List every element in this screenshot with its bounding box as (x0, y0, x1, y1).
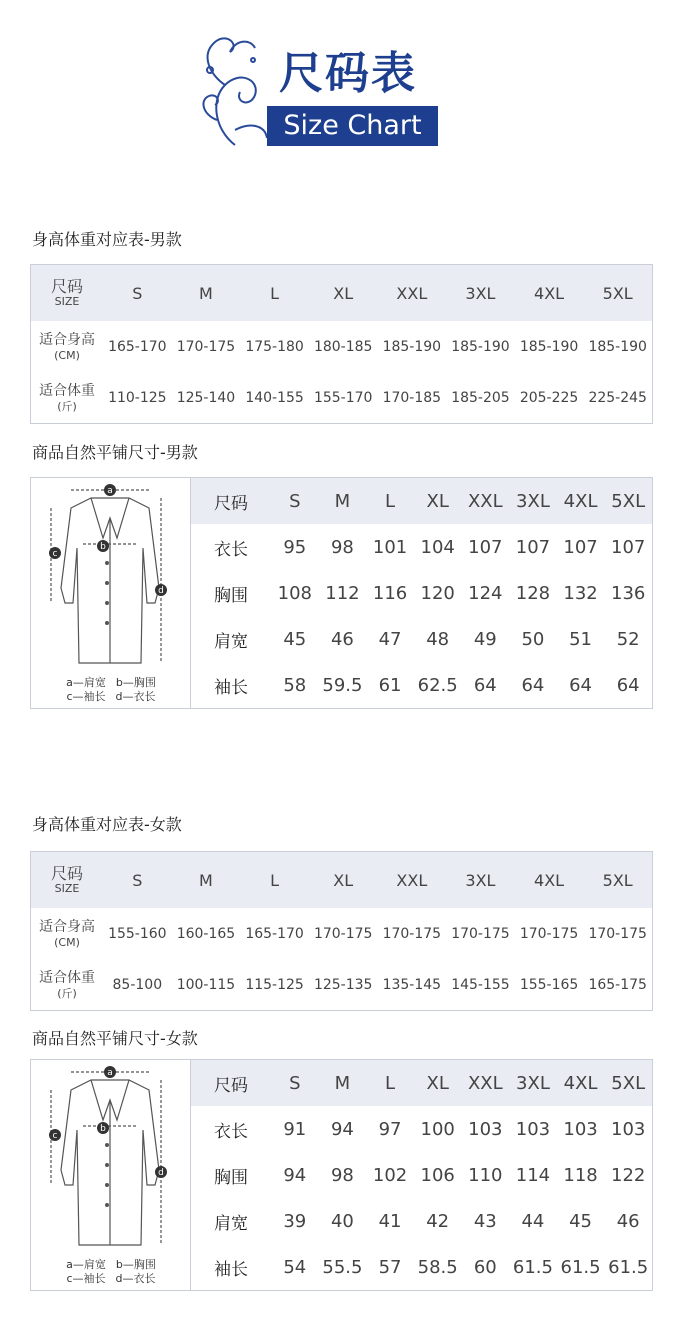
coat-diagram (31, 1060, 191, 1290)
size-header: 5XL (583, 265, 652, 321)
table-cell: 46 (616, 1210, 640, 1232)
table-cell: 107 (611, 536, 646, 558)
legend-a: a—肩宽 (66, 676, 106, 689)
legend-c: c—袖长 (66, 690, 106, 703)
size-header: M (319, 1060, 367, 1106)
table-cell: 97 (378, 1118, 402, 1140)
row-label-unit: (斤) (57, 399, 77, 413)
size-header: S (271, 1060, 319, 1106)
table-cell: 40 (330, 1210, 354, 1232)
legend-b: b—胸围 (115, 1258, 156, 1271)
table-cell: 48 (426, 628, 450, 650)
table-cell: 155-165 (519, 976, 579, 993)
size-header: XXL (378, 265, 447, 321)
size-header: S (103, 852, 172, 908)
size-header: M (319, 478, 367, 524)
row-label: 袖长 (214, 677, 248, 698)
coat-diagram (31, 478, 191, 708)
size-label-sub: SIZE (54, 882, 80, 895)
coat-outline-icon (31, 478, 189, 678)
table-cell: 185-190 (519, 338, 579, 355)
size-header: XL (414, 1060, 462, 1106)
table-row (191, 616, 652, 662)
diagram-legend (31, 1258, 191, 1286)
size-header: 4XL (557, 1060, 605, 1106)
size-header: 5XL (604, 478, 652, 524)
table-cell: 120 (420, 582, 455, 604)
table-cell: 60 (473, 1256, 497, 1278)
table-cell: 54 (283, 1256, 307, 1278)
men-measure-title: 商品自然平铺尺寸-男款 (32, 443, 198, 462)
marker-a: a (107, 486, 113, 496)
table-row (191, 1198, 652, 1244)
page-title: 尺码表 (279, 48, 417, 99)
size-header: 4XL (557, 478, 605, 524)
marker-b: b (100, 1124, 106, 1134)
men-measure-table (30, 477, 653, 709)
size-header: L (366, 478, 414, 524)
size-header: XL (309, 265, 378, 321)
table-cell: 45 (283, 628, 307, 650)
table-cell: 107 (515, 536, 551, 558)
table-cell: 46 (330, 628, 354, 650)
table-cell: 102 (372, 1164, 408, 1186)
size-header: M (172, 852, 241, 908)
table-cell: 64 (521, 674, 545, 696)
table-cell: 100-115 (176, 976, 236, 993)
page-subtitle: Size Chart (267, 106, 438, 146)
size-header: 5XL (583, 852, 652, 908)
size-label-cell (31, 852, 103, 908)
table-cell: 103 (468, 1118, 503, 1140)
marker-d: d (158, 586, 164, 596)
table-cell: 50 (521, 628, 545, 650)
size-chart-header (195, 30, 455, 150)
table-cell: 106 (420, 1164, 455, 1186)
table-cell: 170-175 (313, 925, 373, 942)
table-cell: 205-225 (519, 389, 579, 406)
size-header: XXL (462, 478, 510, 524)
size-label: 尺码 (191, 478, 271, 524)
legend-d: d—衣长 (115, 1272, 156, 1285)
size-header: XL (309, 852, 378, 908)
table-cell: 61.5 (608, 1256, 649, 1278)
table-cell: 57 (378, 1256, 402, 1278)
row-label-text: 适合身高 (39, 918, 95, 935)
table-cell: 170-175 (176, 338, 236, 355)
size-header: L (240, 265, 309, 321)
women-size-title: 身高体重对应表-女款 (32, 815, 182, 834)
table-cell: 108 (277, 582, 312, 604)
table-cell: 43 (473, 1210, 497, 1232)
table-cell: 103 (611, 1118, 646, 1140)
marker-b: b (100, 542, 106, 552)
size-header: 3XL (446, 852, 515, 908)
table-cell: 170-175 (519, 925, 579, 942)
table-cell: 112 (325, 582, 360, 604)
table-cell: 64 (569, 674, 593, 696)
table-cell: 61.5 (560, 1256, 601, 1278)
row-label: 袖长 (214, 1259, 248, 1280)
legend-a: a—肩宽 (66, 1258, 106, 1271)
table-row (191, 570, 652, 616)
size-header: 4XL (515, 265, 584, 321)
table-cell: 45 (569, 1210, 593, 1232)
table-cell: 118 (563, 1164, 598, 1186)
table-cell: 185-190 (451, 338, 510, 355)
table-cell: 155-170 (313, 389, 373, 406)
table-cell: 185-190 (588, 338, 647, 355)
row-label: 衣长 (214, 539, 248, 560)
diagram-legend (31, 676, 191, 704)
table-cell: 160-165 (176, 925, 236, 942)
table-cell: 136 (611, 582, 646, 604)
table-cell: 61.5 (512, 1256, 553, 1278)
table-cell: 39 (283, 1210, 307, 1232)
table-cell: 110 (468, 1164, 503, 1186)
row-label (31, 372, 103, 423)
table-cell: 94 (283, 1164, 307, 1186)
size-header: 3XL (509, 1060, 557, 1106)
table-cell: 104 (420, 536, 455, 558)
table-cell: 125-135 (313, 976, 373, 993)
table-row (31, 372, 652, 423)
size-header: 4XL (515, 852, 584, 908)
size-header: 3XL (446, 265, 515, 321)
table-row (191, 1244, 652, 1290)
table-cell: 42 (426, 1210, 450, 1232)
table-cell: 110-125 (108, 389, 167, 406)
size-header: L (366, 1060, 414, 1106)
table-cell: 58 (283, 674, 307, 696)
flourish-ornament-icon (195, 30, 275, 150)
row-label-text: 适合体重 (39, 382, 95, 399)
size-header: 5XL (604, 1060, 652, 1106)
table-cell: 165-175 (588, 976, 647, 993)
table-cell: 103 (515, 1118, 551, 1140)
table-cell: 170-175 (588, 925, 647, 942)
table-cell: 115-125 (245, 976, 304, 993)
marker-c: c (52, 1131, 58, 1141)
table-cell: 55.5 (322, 1256, 363, 1278)
row-label: 衣长 (214, 1121, 248, 1142)
table-cell: 170-175 (382, 925, 442, 942)
marker-c: c (52, 549, 58, 559)
legend-b: b—胸围 (115, 676, 156, 689)
table-cell: 103 (563, 1118, 598, 1140)
table-cell: 100 (420, 1118, 455, 1140)
men-size-title: 身高体重对应表-男款 (32, 230, 182, 249)
table-cell: 85-100 (112, 976, 163, 993)
table-header-row (191, 1060, 652, 1106)
row-label-unit: (CM) (54, 935, 80, 949)
table-row (191, 662, 652, 708)
table-cell: 165-170 (245, 925, 304, 942)
size-header: S (103, 265, 172, 321)
table-cell: 98 (330, 1164, 354, 1186)
table-cell: 170-175 (451, 925, 510, 942)
row-label (31, 959, 103, 1010)
table-row (191, 524, 652, 570)
women-measure-title: 商品自然平铺尺寸-女款 (32, 1029, 198, 1048)
table-cell: 101 (372, 536, 408, 558)
table-cell: 128 (515, 582, 551, 604)
table-cell: 51 (569, 628, 593, 650)
table-cell: 135-145 (382, 976, 442, 993)
table-cell: 49 (473, 628, 497, 650)
table-cell: 155-160 (108, 925, 167, 942)
table-cell: 61 (378, 674, 402, 696)
table-cell: 64 (616, 674, 640, 696)
row-label-unit: (斤) (57, 986, 77, 1000)
row-label (31, 321, 103, 372)
table-row (31, 321, 652, 372)
table-cell: 165-170 (108, 338, 167, 355)
table-cell: 47 (378, 628, 402, 650)
marker-d: d (158, 1168, 164, 1178)
row-label-unit: (CM) (54, 348, 80, 362)
table-cell: 59.5 (322, 674, 363, 696)
table-cell: 225-245 (588, 389, 647, 406)
women-size-table (30, 851, 653, 1011)
size-header: S (271, 478, 319, 524)
size-label: 尺码 (50, 277, 83, 296)
table-row (191, 1106, 652, 1152)
table-cell: 140-155 (245, 389, 304, 406)
size-label-sub: SIZE (54, 295, 80, 308)
table-cell: 107 (563, 536, 598, 558)
size-header: M (172, 265, 241, 321)
table-cell: 124 (468, 582, 503, 604)
table-cell: 180-185 (313, 338, 373, 355)
table-cell: 98 (330, 536, 354, 558)
table-cell: 41 (378, 1210, 402, 1232)
row-label-text: 适合体重 (39, 969, 95, 986)
row-label-text: 适合身高 (39, 331, 95, 348)
table-cell: 170-185 (382, 389, 442, 406)
table-cell: 64 (473, 674, 497, 696)
table-cell: 91 (283, 1118, 307, 1140)
table-header-row (31, 852, 652, 908)
size-label-cell (31, 265, 103, 321)
size-header: XXL (378, 852, 447, 908)
table-cell: 175-180 (245, 338, 304, 355)
table-row (31, 959, 652, 1010)
size-header: XL (414, 478, 462, 524)
table-cell: 114 (515, 1164, 551, 1186)
table-row (191, 1152, 652, 1198)
row-label: 肩宽 (214, 1213, 248, 1234)
table-cell: 58.5 (417, 1256, 458, 1278)
table-cell: 185-190 (382, 338, 442, 355)
women-measure-table (30, 1059, 653, 1291)
table-cell: 116 (372, 582, 408, 604)
row-label (31, 908, 103, 959)
legend-c: c—袖长 (66, 1272, 106, 1285)
men-size-table (30, 264, 653, 424)
legend-d: d—衣长 (115, 690, 156, 703)
size-label: 尺码 (50, 864, 83, 883)
table-header-row (31, 265, 652, 321)
table-header-row (191, 478, 652, 524)
size-header: XXL (462, 1060, 510, 1106)
table-cell: 94 (330, 1118, 354, 1140)
table-cell: 107 (468, 536, 503, 558)
table-cell: 52 (616, 628, 640, 650)
coat-outline-icon (31, 1060, 189, 1260)
row-label: 胸围 (214, 1167, 248, 1188)
size-header: 3XL (509, 478, 557, 524)
row-label: 胸围 (214, 585, 248, 606)
size-label: 尺码 (191, 1060, 271, 1106)
marker-a: a (107, 1068, 113, 1078)
table-cell: 125-140 (176, 389, 236, 406)
table-cell: 185-205 (451, 389, 510, 406)
table-row (31, 908, 652, 959)
table-cell: 132 (563, 582, 598, 604)
size-header: L (240, 852, 309, 908)
table-cell: 122 (611, 1164, 646, 1186)
table-cell: 145-155 (451, 976, 510, 993)
table-cell: 95 (283, 536, 307, 558)
table-cell: 44 (521, 1210, 545, 1232)
row-label: 肩宽 (214, 631, 248, 652)
table-cell: 62.5 (417, 674, 458, 696)
